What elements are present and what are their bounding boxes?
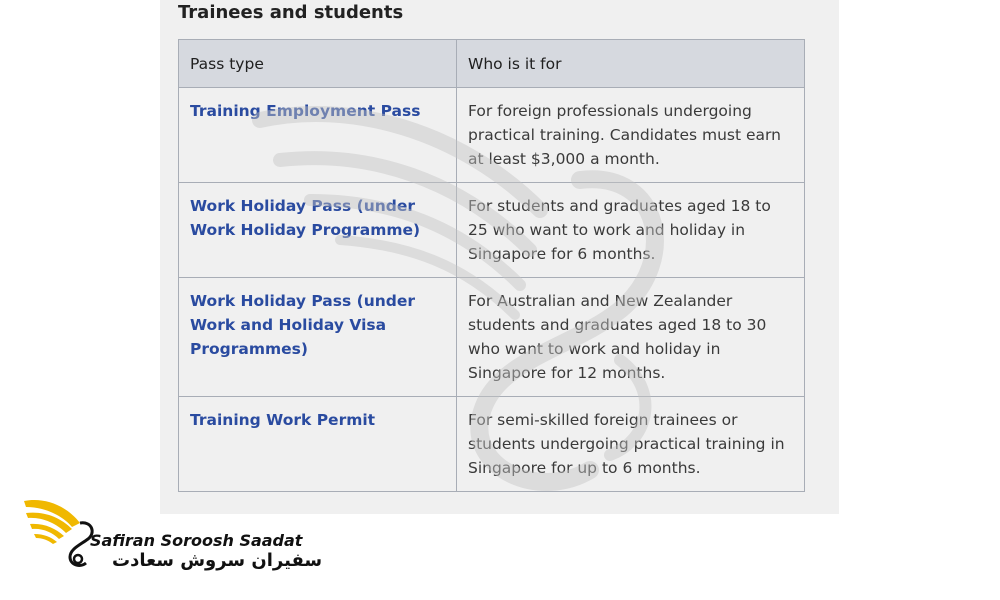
header-pass-type: Pass type (179, 40, 457, 88)
table-row (179, 88, 805, 183)
section-title: Trainees and students (178, 2, 404, 23)
table-row (179, 183, 805, 278)
pass-link[interactable]: Work Holiday Pass (under Work and Holiday Visa Programmes) (179, 278, 457, 397)
content-panel (160, 0, 839, 514)
brand-name-english: Safiran Soroosh Saadat (90, 531, 303, 550)
pass-description: For semi-skilled foreign trainees or students undergoing practical training in Singapore for up to 6 months. (457, 397, 805, 492)
pass-description: For foreign professionals undergoing practical training. Candidates must earn at least $3,000 a month. (457, 88, 805, 183)
header-who-is-it-for: Who is it for (457, 40, 805, 88)
pass-description: For students and graduates aged 18 to 25 who want to work and holiday in Singapore for 6 months. (457, 183, 805, 278)
brand-name-persian: سفیران سروش سعادت (112, 550, 323, 571)
table-row (179, 278, 805, 397)
pass-link[interactable]: Training Work Permit (179, 397, 457, 492)
passes-table (178, 39, 805, 492)
company-logo (22, 497, 323, 577)
pass-description: For Australian and New Zealander students and graduates aged 18 to 30 who want to work and holiday in Singapore for 12 months. (457, 278, 805, 397)
table-header-row (179, 40, 805, 88)
pass-link[interactable]: Work Holiday Pass (under Work Holiday Programme) (179, 183, 457, 278)
pass-link[interactable]: Training Employment Pass (179, 88, 457, 183)
table-row (179, 397, 805, 492)
